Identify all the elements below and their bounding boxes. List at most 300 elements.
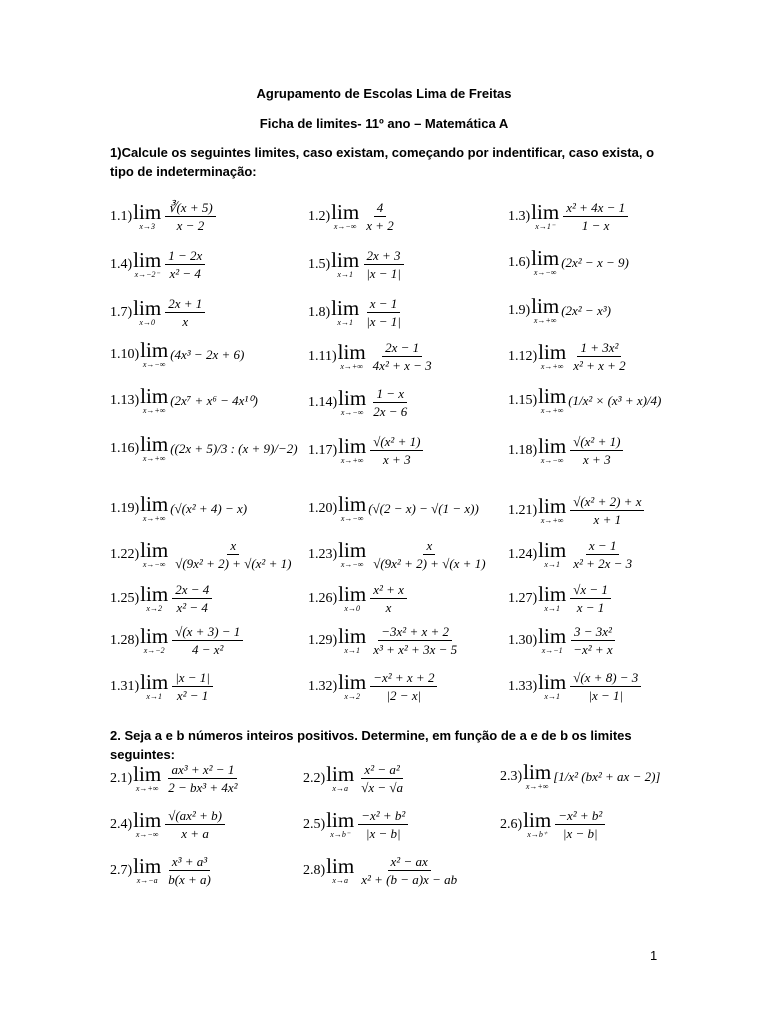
limit-operator: lim x→+∞ (523, 760, 552, 791)
question-1-text: Calcule os seguintes limites, caso existam, começando por indentificar, caso exista, o tipo de indeterminação: (110, 145, 655, 179)
exercise-item (500, 808, 607, 841)
exercise-item (308, 494, 479, 523)
exercise-item (508, 494, 646, 527)
limit-subscript: x→+∞ (142, 514, 166, 523)
limit-operator: lim x→0 (338, 582, 367, 613)
exercise-label: 1.26) (308, 590, 338, 606)
numerator: ax³ + x² − 1 (168, 762, 237, 779)
exercise-item (308, 670, 439, 703)
limit-subscript: x→−∞ (142, 560, 166, 569)
exercise-item (110, 340, 244, 369)
limit-subscript: x→+∞ (540, 516, 564, 525)
limit-operator: lim x→+∞ (140, 492, 169, 523)
denominator: x² − 1 (176, 688, 209, 703)
fraction (165, 248, 205, 281)
exercise-item (110, 494, 247, 523)
numerator: 1 − x (373, 386, 407, 403)
limit-subscript: x→1 (337, 318, 353, 327)
limit-subscript: x→+∞ (340, 456, 364, 465)
limit-subscript: x→+∞ (533, 316, 557, 325)
fraction (165, 296, 205, 329)
fraction (570, 494, 644, 527)
numerator: x − 1 (367, 296, 401, 313)
exercise-item (508, 248, 629, 277)
exercise-item (110, 854, 216, 887)
exercise-item (508, 670, 643, 703)
denominator: 2x − 6 (373, 404, 408, 419)
exercise-label: 1.25) (110, 590, 140, 606)
fraction (563, 200, 628, 233)
expression: (2x⁷ + x⁶ − 4x¹⁰) (170, 392, 258, 408)
denominator: x² + (b − a)x − ab (361, 872, 458, 887)
limit-operator: lim x→1 (338, 624, 367, 655)
exercise-item (110, 670, 215, 703)
exercise-label: 2.2) (303, 770, 326, 786)
exercise-label: 1.24) (508, 546, 538, 562)
limit-operator: lim x→+∞ (140, 432, 169, 463)
question-2-number: 2. (110, 728, 121, 743)
exercise-label: 1.15) (508, 392, 538, 408)
limit-subscript: x→+∞ (540, 406, 564, 415)
exercise-label: 1.7) (110, 304, 133, 320)
numerator: 2x + 1 (165, 296, 205, 313)
limit-subscript: x→1 (146, 692, 162, 701)
numerator: x² + x (370, 582, 407, 599)
fraction (363, 248, 404, 281)
exercise-label: 2.7) (110, 862, 133, 878)
limit-operator: lim x→−∞ (140, 338, 169, 369)
exercise-label: 2.4) (110, 816, 133, 832)
exercise-item (110, 248, 207, 281)
fraction (570, 624, 615, 657)
exercise-label: 1.9) (508, 302, 531, 318)
limit-body (163, 248, 207, 281)
limit-subscript: x→+∞ (135, 784, 159, 793)
limit-body (368, 501, 479, 517)
exercise-item (303, 854, 462, 887)
exercise-item (308, 624, 462, 657)
fraction (370, 582, 407, 615)
numerator: 3 − 3x² (571, 624, 615, 641)
limit-subscript: x→−1 (541, 646, 563, 655)
fraction (363, 200, 397, 233)
exercise-item (308, 434, 425, 467)
numerator: x − 1 (586, 538, 620, 555)
limit-subscript: x→+∞ (142, 454, 166, 463)
exercise-label: 1.21) (508, 502, 538, 518)
limit-subscript: x→−a (136, 876, 158, 885)
limit-operator: lim x→1 (538, 538, 567, 569)
exercise-label: 1.19) (110, 500, 140, 516)
limit-subscript: x→2 (146, 604, 162, 613)
denominator: x + 1 (593, 512, 622, 527)
exercise-label: 1.18) (508, 442, 538, 458)
fraction (370, 340, 435, 373)
limit-body (368, 538, 490, 571)
limit-subscript: x→2 (344, 692, 360, 701)
exercise-label: 1.17) (308, 442, 338, 458)
fraction (570, 340, 628, 373)
limit-subscript: x→−2⁻ (134, 270, 160, 279)
numerator: −3x² + x + 2 (378, 624, 452, 641)
exercise-label: 1.16) (110, 440, 140, 456)
denominator: 4x² + x − 3 (372, 358, 432, 373)
denominator: |x − 1| (366, 266, 401, 281)
limit-operator: lim x→−∞ (531, 246, 560, 277)
limit-subscript: x→0 (344, 604, 360, 613)
exercise-label: 1.28) (110, 632, 140, 648)
limit-operator: lim x→−1 (538, 624, 567, 655)
limit-subscript: x→1 (544, 560, 560, 569)
limit-operator: lim x→+∞ (337, 340, 366, 371)
limit-subscript: x→−∞ (333, 222, 357, 231)
limit-body (368, 670, 439, 703)
denominator: x + a (181, 826, 209, 841)
exercise-item (110, 762, 243, 795)
fraction (555, 808, 605, 841)
limit-subscript: x→a (332, 784, 348, 793)
limit-body (356, 762, 408, 795)
limit-body (553, 808, 607, 841)
exercise-label: 1.30) (508, 632, 538, 648)
limit-body (568, 624, 617, 657)
exercise-item (508, 296, 611, 325)
limit-operator: lim x→1 (538, 582, 567, 613)
numerator: x (227, 538, 239, 555)
limit-body (170, 501, 247, 517)
expression: (1/x² × (x³ + x)/4) (568, 392, 662, 408)
exercise-item (508, 340, 631, 373)
limit-subscript: x→1 (544, 604, 560, 613)
expression: (√(x² + 4) − x) (170, 500, 248, 516)
limit-operator: lim x→a (326, 854, 355, 885)
limit-subscript: x→+∞ (525, 782, 549, 791)
exercise-item (308, 582, 409, 615)
exercise-item (110, 808, 227, 841)
fraction (570, 538, 635, 571)
denominator: x² − 4 (176, 600, 208, 615)
exercise-label: 1.12) (508, 348, 538, 364)
exercise-item (110, 582, 214, 615)
expression: (2x² − x − 9) (561, 254, 629, 270)
limit-subscript: x→−∞ (340, 408, 364, 417)
numerator: −x² + b² (358, 808, 408, 825)
limit-operator: lim x→1 (331, 248, 360, 279)
exercise-item (308, 340, 437, 373)
denominator: √x − √a (361, 780, 403, 795)
fraction (172, 624, 243, 657)
limit-operator: lim x→+∞ (133, 762, 162, 793)
exercise-item (308, 538, 491, 571)
limit-subscript: x→−∞ (135, 830, 159, 839)
expression: [1/x² (bx² + ax − 2)] (553, 768, 661, 784)
limit-operator: lim x→−a (133, 854, 162, 885)
limit-subscript: x→a (332, 876, 348, 885)
limit-operator: lim x→2 (140, 582, 169, 613)
limit-operator: lim x→−∞ (338, 492, 367, 523)
exercise-item (110, 434, 298, 463)
limit-operator: lim x→2 (338, 670, 367, 701)
limit-operator: lim x→−2 (140, 624, 169, 655)
fraction (165, 854, 214, 887)
worksheet-subtitle: Ficha de limites- 11º ano – Matemática A (259, 116, 509, 131)
limit-operator: lim x→−∞ (338, 538, 367, 569)
fraction (570, 582, 611, 615)
exercise-item (303, 762, 408, 795)
exercise-label: 1.1) (110, 208, 133, 224)
denominator: |x − 1| (366, 314, 401, 329)
denominator: x² − 4 (169, 266, 201, 281)
fraction (370, 538, 488, 571)
denominator: −x² + x (573, 642, 613, 657)
exercise-item (308, 200, 399, 233)
numerator: 2x − 1 (382, 340, 422, 357)
numerator: −x² + b² (555, 808, 605, 825)
limit-body (163, 200, 217, 233)
limit-subscript: x→1⁻ (535, 222, 556, 231)
limit-body (356, 854, 462, 887)
limit-operator: lim x→1 (538, 670, 567, 701)
denominator: 1 − x (581, 218, 610, 233)
exercise-item (508, 582, 613, 615)
exercise-label: 1.27) (508, 590, 538, 606)
exercise-label: 1.2) (308, 208, 331, 224)
exercise-item (308, 386, 412, 419)
limit-operator: lim x→1 (331, 296, 360, 327)
fraction (570, 670, 641, 703)
page-number: 1 (650, 948, 658, 963)
limit-subscript: x→+∞ (540, 362, 564, 371)
limit-operator: lim x→−∞ (538, 434, 567, 465)
limit-body (361, 296, 406, 329)
exercise-label: 2.1) (110, 770, 133, 786)
numerator: x² + 4x − 1 (563, 200, 628, 217)
exercise-label: 1.29) (308, 632, 338, 648)
limit-operator: lim x→+∞ (531, 294, 560, 325)
expression: (2x² − x³) (561, 302, 611, 318)
exercise-item (508, 386, 661, 415)
exercise-item (110, 538, 296, 571)
fraction (370, 434, 423, 467)
denominator: √(9x² + 2) + √(x² + 1) (175, 556, 292, 571)
expression: (4x³ − 2x + 6) (170, 346, 245, 362)
limit-subscript: x→−∞ (340, 514, 364, 523)
limit-body (163, 854, 216, 887)
exercise-item (110, 200, 218, 233)
fraction (363, 296, 404, 329)
denominator: |2 − x| (386, 688, 422, 703)
exercise-item (308, 248, 406, 281)
fraction (165, 200, 215, 233)
limit-body (568, 582, 613, 615)
fraction (370, 386, 410, 419)
limit-body (561, 200, 630, 233)
limit-operator: lim x→b⁺ (523, 808, 552, 839)
numerator: 2x − 4 (172, 582, 212, 599)
limit-body (170, 670, 215, 703)
denominator: √(9x² + 2) + √(x + 1) (373, 556, 486, 571)
question-1-instructions (110, 143, 670, 181)
limit-body (356, 808, 410, 841)
exercise-label: 2.6) (500, 816, 523, 832)
limit-operator: lim x→+∞ (140, 384, 169, 415)
denominator: b(x + a) (168, 872, 211, 887)
numerator: 1 − 2x (165, 248, 205, 265)
numerator: x³ + a³ (169, 854, 210, 871)
limit-body (170, 624, 245, 657)
numerator: √(x + 3) − 1 (172, 624, 243, 641)
question-2-instructions (110, 726, 670, 764)
denominator: 2 − bx³ + 4x² (168, 780, 238, 795)
exercise-item (308, 296, 406, 329)
exercise-item (110, 296, 207, 329)
exercise-item (508, 624, 618, 657)
numerator: √(x + 8) − 3 (570, 670, 641, 687)
exercise-label: 2.5) (303, 816, 326, 832)
fraction (370, 670, 437, 703)
exercise-label: 1.3) (508, 208, 531, 224)
limit-operator: lim x→+∞ (538, 384, 567, 415)
limit-subscript: x→1 (544, 692, 560, 701)
limit-body (170, 582, 214, 615)
school-title: Agrupamento de Escolas Lima de Freitas (256, 86, 512, 101)
limit-body (361, 248, 406, 281)
exercise-label: 1.23) (308, 546, 338, 562)
numerator: √x − 1 (570, 582, 611, 599)
numerator: √(x² + 1) (570, 434, 623, 451)
exercise-label: 1.14) (308, 394, 338, 410)
limit-body (163, 762, 242, 795)
denominator: x + 3 (383, 452, 411, 467)
exercise-item (110, 386, 258, 415)
limit-operator: lim x→+∞ (538, 340, 567, 371)
limit-body (568, 340, 630, 373)
fraction (370, 624, 460, 657)
denominator: x + 3 (583, 452, 611, 467)
numerator: x² − ax (388, 854, 431, 871)
exercise-label: 1.4) (110, 256, 133, 272)
exercise-label: 1.13) (110, 392, 140, 408)
limit-body (170, 538, 296, 571)
limit-subscript: x→0 (139, 318, 155, 327)
limit-operator: lim x→−∞ (338, 386, 367, 417)
limit-subscript: x→b⁻ (330, 830, 351, 839)
fraction (358, 808, 408, 841)
numerator: x (423, 538, 435, 555)
limit-body (368, 624, 462, 657)
exercise-item (110, 624, 245, 657)
limit-subscript: x→−∞ (142, 360, 166, 369)
limit-operator: lim x→b⁻ (326, 808, 355, 839)
limit-body (368, 340, 437, 373)
limit-subscript: x→1 (344, 646, 360, 655)
exercise-label: 1.11) (308, 348, 337, 364)
expression: (√(2 − x) − √(1 − x)) (368, 500, 479, 516)
limit-subscript: x→3 (139, 222, 155, 231)
limit-operator: lim x→0 (133, 296, 162, 327)
denominator: x² + 2x − 3 (573, 556, 633, 571)
exercise-label: 1.31) (110, 678, 140, 694)
limit-subscript: x→+∞ (340, 362, 363, 371)
denominator: 4 − x² (192, 642, 224, 657)
numerator: 1 + 3x² (577, 340, 621, 357)
limit-body (368, 582, 409, 615)
denominator: x³ + x² + 3x − 5 (373, 642, 458, 657)
fraction (165, 808, 225, 841)
exercise-label: 1.22) (110, 546, 140, 562)
question-2-text: Seja a e b números inteiros positivos. Determine, em função de a e de b os limites seguintes: (110, 728, 632, 762)
limit-body (170, 393, 258, 409)
limit-subscript: x→1 (337, 270, 353, 279)
denominator: |x − b| (562, 826, 598, 841)
limit-operator: lim x→1⁻ (531, 200, 560, 231)
limit-body (163, 296, 207, 329)
fraction (172, 670, 213, 703)
denominator: x² + x + 2 (573, 358, 626, 373)
denominator: x − 1 (576, 600, 605, 615)
exercise-label: 1.33) (508, 678, 538, 694)
limit-operator: lim x→+∞ (538, 494, 567, 525)
exercise-item (508, 434, 625, 467)
exercise-label: 1.32) (308, 678, 338, 694)
exercise-item (500, 762, 660, 791)
numerator: √(ax² + b) (165, 808, 225, 825)
denominator: x (182, 314, 189, 329)
exercise-label: 1.5) (308, 256, 331, 272)
numerator: 4 (374, 200, 387, 217)
exercise-item (508, 200, 630, 233)
limit-body (368, 434, 425, 467)
exercise-label: 1.8) (308, 304, 331, 320)
exercise-item (303, 808, 410, 841)
fraction (165, 762, 240, 795)
limit-body (163, 808, 227, 841)
limit-subscript: x→−∞ (533, 268, 557, 277)
limit-body (561, 255, 629, 271)
fraction (358, 854, 460, 887)
limit-operator: lim x→a (326, 762, 355, 793)
limit-subscript: x→−∞ (340, 560, 364, 569)
exercise-label: 1.20) (308, 500, 338, 516)
limit-body (368, 386, 412, 419)
denominator: x (385, 600, 392, 615)
numerator: −x² + x + 2 (370, 670, 437, 687)
denominator: |x − 1| (588, 688, 624, 703)
numerator: √(x² + 2) + x (570, 494, 644, 511)
limit-body (561, 303, 611, 319)
exercise-label: 2.8) (303, 862, 326, 878)
limit-operator: lim x→−2⁻ (133, 248, 162, 279)
limit-subscript: x→b⁺ (527, 830, 548, 839)
denominator: x + 2 (366, 218, 394, 233)
numerator: 2x + 3 (364, 248, 404, 265)
limit-operator: lim x→3 (133, 200, 162, 231)
question-1-number: 1) (110, 145, 122, 160)
limit-body (568, 538, 637, 571)
fraction (358, 762, 406, 795)
limit-subscript: x→−∞ (540, 456, 564, 465)
limit-body (568, 434, 625, 467)
limit-operator: lim x→+∞ (338, 434, 367, 465)
limit-body (568, 670, 643, 703)
limit-subscript: x→−2 (143, 646, 165, 655)
limit-subscript: x→+∞ (142, 406, 166, 415)
limit-operator: lim x→−∞ (140, 538, 169, 569)
exercise-item (508, 538, 637, 571)
denominator: |x − b| (365, 826, 401, 841)
numerator: ∛(x + 5) (165, 200, 215, 217)
fraction (172, 582, 212, 615)
